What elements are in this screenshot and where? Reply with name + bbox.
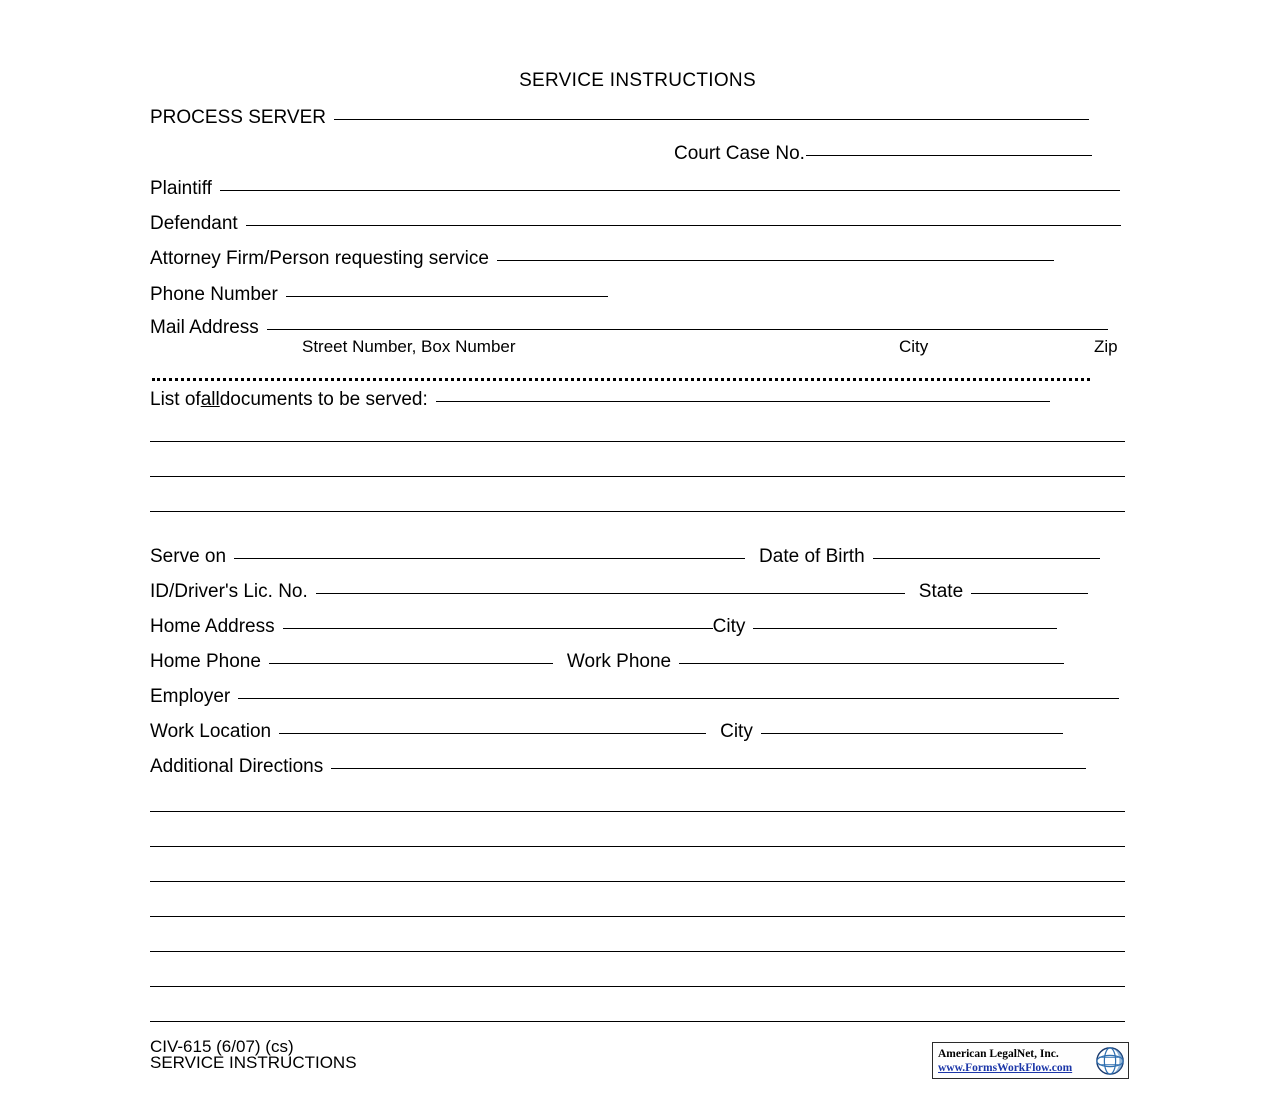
stamp-company: American LegalNet, Inc. (938, 1047, 1059, 1060)
field-id-license (150, 581, 1088, 603)
field-court-case-no (674, 143, 1092, 165)
additional-directions-input-line-2[interactable] (150, 811, 1125, 812)
home-address-label: Home Address (150, 616, 275, 637)
date-of-birth-input[interactable] (873, 558, 1100, 559)
work-location-city-input[interactable] (761, 733, 1063, 734)
additional-directions-input-line-5[interactable] (150, 916, 1125, 917)
additional-directions-input-line-3[interactable] (150, 846, 1125, 847)
home-phone-input[interactable] (269, 663, 553, 664)
home-address-city-label: City (712, 616, 746, 637)
defendant-label: Defendant (150, 213, 238, 234)
footer-form-number: CIV-615 (6/07) (cs) (150, 1037, 294, 1056)
defendant-input[interactable] (246, 225, 1121, 226)
id-license-input[interactable] (316, 593, 905, 594)
work-location-input[interactable] (279, 733, 706, 734)
mail-address-label: Mail Address (150, 317, 259, 338)
field-defendant (150, 213, 1121, 235)
field-employer (150, 686, 1119, 708)
work-location-label: Work Location (150, 721, 272, 742)
page-title: SERVICE INSTRUCTIONS (519, 70, 756, 91)
stamp-website[interactable]: www.FormsWorkFlow.com (938, 1061, 1073, 1074)
documents-input-line-1[interactable] (436, 401, 1050, 402)
mail-address-city-caption: City (899, 337, 929, 356)
footer-form-name: SERVICE INSTRUCTIONS (150, 1053, 357, 1072)
court-case-no-label: Court Case No. (674, 143, 805, 164)
plaintiff-input[interactable] (220, 190, 1120, 191)
field-process-server (150, 107, 1089, 129)
home-phone-label: Home Phone (150, 651, 261, 672)
serve-on-input[interactable] (234, 558, 745, 559)
field-phone-number (150, 284, 608, 306)
serve-on-label: Serve on (150, 546, 227, 567)
documents-input-line-3[interactable] (150, 476, 1125, 477)
mail-address-input[interactable] (267, 329, 1108, 330)
process-server-input[interactable] (334, 119, 1089, 120)
field-serve-on (150, 546, 1100, 568)
work-location-city-label: City (720, 721, 753, 742)
state-input[interactable] (971, 593, 1088, 594)
globe-icon (1095, 1046, 1125, 1076)
additional-directions-label: Additional Directions (150, 756, 324, 777)
additional-directions-input-line-8[interactable] (150, 1021, 1125, 1022)
dotted-separator (152, 378, 1090, 381)
field-mail-address (150, 317, 1108, 339)
work-phone-label: Work Phone (566, 651, 672, 672)
plaintiff-label: Plaintiff (150, 178, 212, 199)
additional-directions-input-line-7[interactable] (150, 986, 1125, 987)
home-address-city-input[interactable] (753, 628, 1057, 629)
documents-label-pre: List of (150, 389, 201, 410)
additional-directions-input-line-4[interactable] (150, 881, 1125, 882)
stamp-text (933, 1048, 1072, 1074)
employer-input[interactable] (238, 698, 1119, 699)
mail-address-zip-caption: Zip (1094, 337, 1118, 356)
documents-label-post: documents to be served: (219, 389, 428, 410)
additional-directions-input-line-6[interactable] (150, 951, 1125, 952)
field-work-location (150, 721, 1063, 743)
attorney-input[interactable] (497, 260, 1054, 261)
court-case-no-input[interactable] (806, 155, 1092, 156)
process-server-label: PROCESS SERVER (150, 107, 326, 128)
field-documents-list (150, 389, 1050, 411)
mail-address-street-caption: Street Number, Box Number (302, 337, 516, 356)
work-phone-input[interactable] (679, 663, 1064, 664)
documents-input-line-4[interactable] (150, 511, 1125, 512)
phone-number-label: Phone Number (150, 284, 278, 305)
home-address-input[interactable] (283, 628, 713, 629)
field-home-address (150, 616, 1057, 638)
field-plaintiff (150, 178, 1120, 200)
state-label: State (918, 581, 964, 602)
documents-label-emphasis: all (200, 389, 220, 410)
field-home-phone (150, 651, 1064, 673)
employer-label: Employer (150, 686, 231, 707)
field-additional-directions (150, 756, 1086, 778)
field-attorney (150, 248, 1054, 270)
phone-number-input[interactable] (286, 296, 608, 297)
id-license-label: ID/Driver's Lic. No. (150, 581, 308, 602)
additional-directions-input-line-1[interactable] (331, 768, 1086, 769)
attorney-label: Attorney Firm/Person requesting service (150, 248, 489, 269)
documents-input-line-2[interactable] (150, 441, 1125, 442)
date-of-birth-label: Date of Birth (759, 546, 865, 567)
american-legalnet-stamp[interactable] (932, 1042, 1129, 1079)
